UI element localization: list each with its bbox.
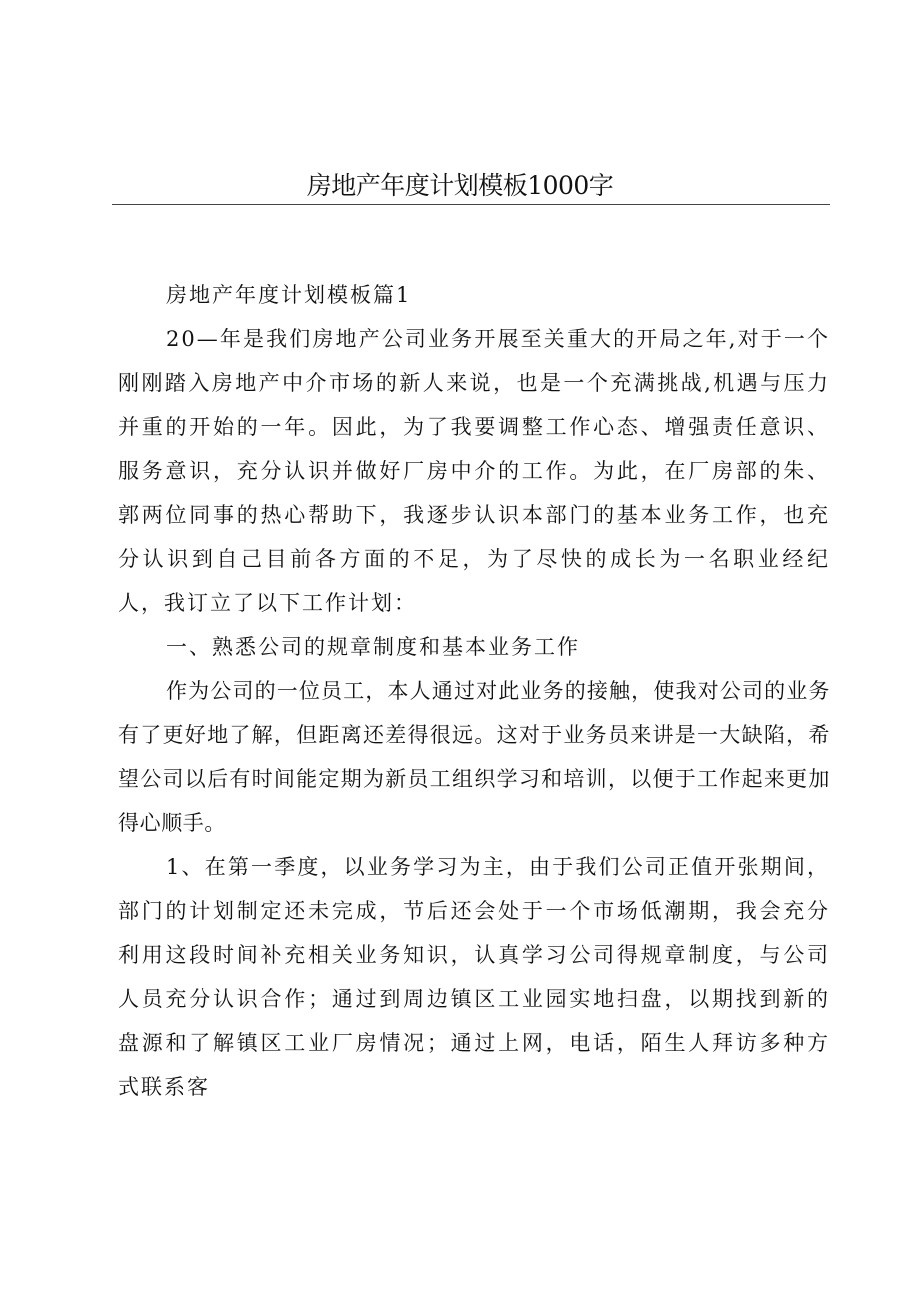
paragraph-first-quarter: 1、在第一季度，以业务学习为主，由于我们公司正值开张期间，部门的计划制定还未完成，节后还会处于一个市场低潮期，我会充分利用这段时间补充相关业务知识，认真学习公司得规章制度，与公司人员充分认识合作；通过到周边镇区工业园实地扫盘，以期找到新的盘源和了解镇区工业厂房情况；通过上网，电话，陌生人拜访多种方式联系客 [118, 855, 830, 1099]
paragraph-employee: 作为公司的一位员工，本人通过对此业务的接触，使我对公司的业务有了更好地了解，但距离还差得很远。这对于业务员来讲是一大缺陷，希望公司以后有时间能定期为新员工组织学习和培训，以便于工作起来更加得心顺手。 [118, 679, 830, 835]
paragraph-intro: 20—年是我们房地产公司业务开展至关重大的开局之年,对于一个刚刚踏入房地产中介市场的新人来说，也是一个充满挑战,机遇与压力并重的开始的一年。因此，为了我要调整工作心态、增强责任意识、服务意识，充分认识并做好厂房中介的工作。为此，在厂房部的朱、郭两位同事的热心帮助下，我逐步认识本部门的基本业务工作，也充分认识到自己目前各方面的不足，为了尽快的成长为一名职业经纪人，我订立了以下工作计划： [118, 327, 830, 615]
section-heading: 房地产年度计划模板篇1 [166, 283, 412, 307]
document-title: 房地产年度计划模板1000字 [306, 171, 614, 200]
paragraph-subheading: 一、熟悉公司的规章制度和基本业务工作 [166, 635, 580, 659]
document-body [118, 273, 830, 1109]
title-underline [112, 204, 830, 205]
